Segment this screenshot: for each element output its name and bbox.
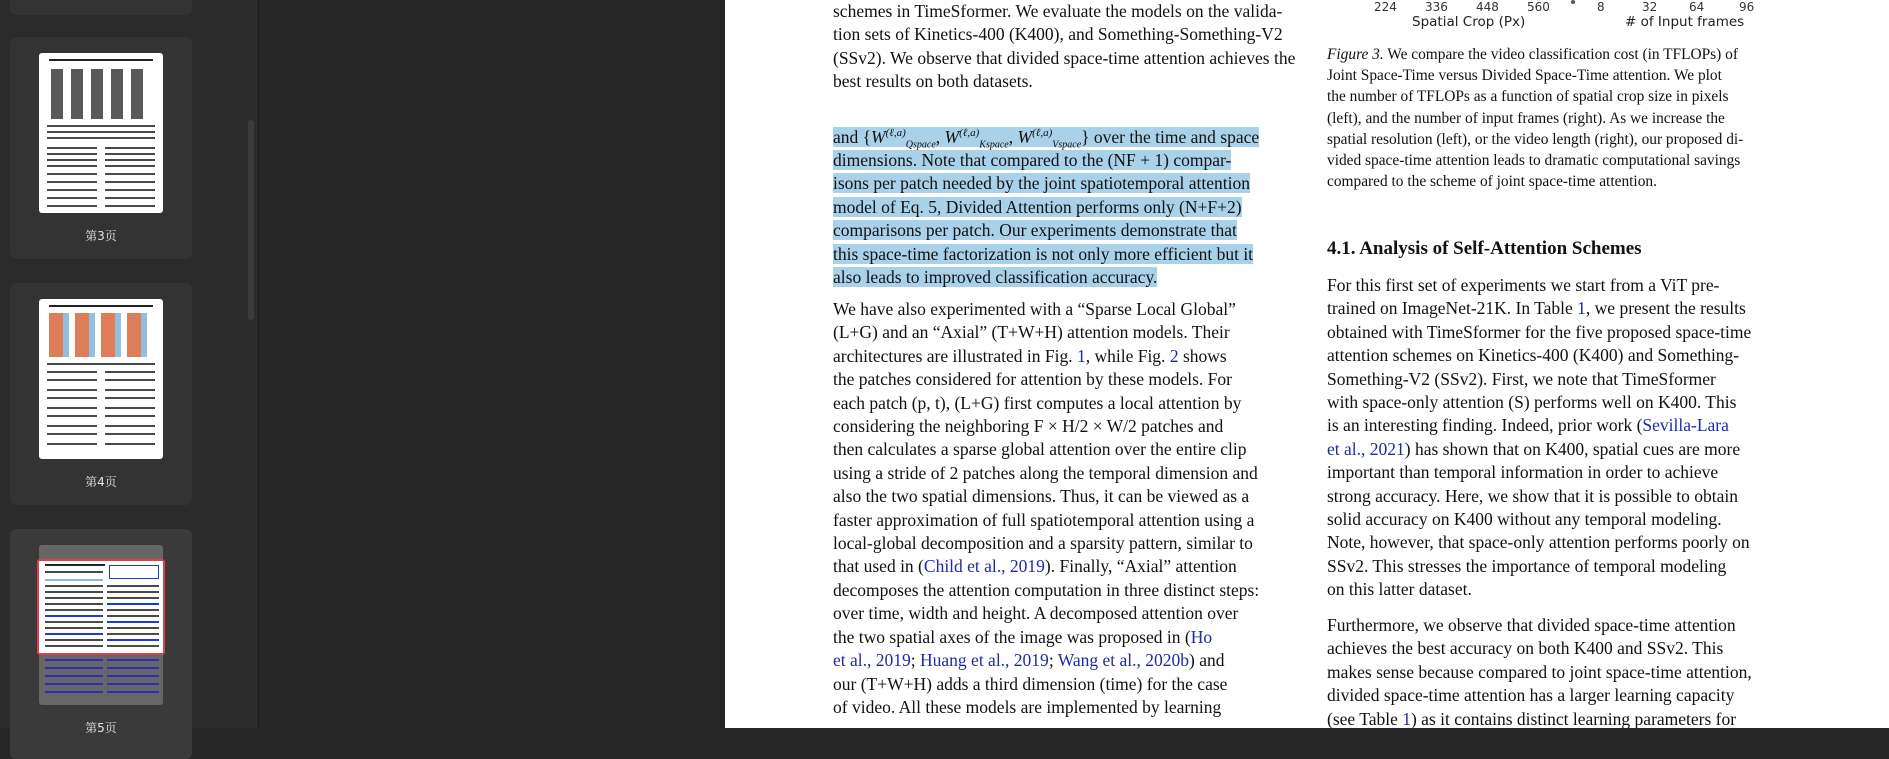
caption-line: vided space-time attention leads to dramatic computational savings	[1327, 152, 1741, 170]
right-plot-tick-8: 8	[1597, 0, 1605, 14]
text-line: local-global decomposition and a sparsity pattern, similar to	[833, 533, 1253, 554]
right-plot-tick-32: 32	[1642, 0, 1658, 14]
figure-link[interactable]: 2	[1169, 345, 1179, 366]
math-w-k: $W^{(\ell,a)}_{Kspace}$	[944, 126, 1009, 151]
text-line: is an interesting finding. Indeed, prior work (Sevilla-Lara	[1327, 415, 1729, 436]
text-line: trained on ImageNet-21K. In Table 1, we present the results	[1327, 298, 1746, 319]
right-paragraph-divided	[1327, 614, 1793, 728]
text-line-selected[interactable]: also leads to improved classification accuracy.	[833, 267, 1158, 288]
text-line: (see Table 1) as it contains distinct learning parameters for	[1327, 708, 1737, 728]
text-line-selected[interactable]: this space-time factorization is not only more efficient but it	[833, 243, 1254, 264]
text-line: of video. All these models are implemented by learning	[833, 696, 1222, 717]
text-line: using a stride of 2 patches along the temporal dimension and	[833, 462, 1258, 483]
text-line: tion sets of Kinetics-400 (K400), and Something-Something-V2	[833, 24, 1283, 45]
caption-line: Joint Space-Time versus Divided Space-Time attention. We plot	[1327, 67, 1722, 85]
thumbnail-card-prev[interactable]	[10, 0, 192, 15]
text-line: the two spatial axes of the image was proposed in (Ho	[833, 626, 1213, 647]
math-w-q: $W^{(\ell,a)}_{Qspace}$	[871, 126, 936, 151]
citation-link[interactable]: Ho	[1190, 626, 1213, 647]
thumbnail-page-5-lower	[39, 655, 163, 705]
caption-line: the number of TFLOPs as a function of spatial crop size in pixels	[1327, 88, 1729, 106]
right-plot-tick-96: 96	[1739, 0, 1755, 14]
math-w-v: $W^{(\ell,a)}_{Vspace}$	[1017, 126, 1082, 151]
right-paragraph-analysis	[1327, 274, 1793, 602]
text-line: We have also experimented with a “Sparse Local Global”	[833, 299, 1236, 319]
thumbnail-figure-heatmap	[49, 313, 153, 357]
text-line: (L+G) and an “Axial” (T+W+H) attention models. Their	[833, 322, 1230, 343]
text-line: strong accuracy. Here, we show that it is possible to obtain	[1327, 485, 1738, 506]
thumbnail-card-page-3[interactable]	[10, 37, 192, 259]
text-line: that used in (Child et al., 2019). Finally, “Axial” attention	[833, 556, 1237, 577]
left-plot-marker	[1571, 0, 1575, 4]
text-line: Furthermore, we observe that divided space-time attention	[1327, 615, 1736, 635]
thumbnail-card-page-4[interactable]	[10, 283, 192, 505]
text-line: decomposes the attention computation in three distinct steps:	[833, 579, 1260, 600]
caption-line: Figure 3. We compare the video classification cost (in TFLOPs) of	[1327, 46, 1738, 63]
caption-figure-label: Figure 3.	[1327, 46, 1384, 63]
text-line-selected[interactable]: dimensions. Note that compared to the (NF + 1) compar-	[833, 150, 1232, 170]
citation-link[interactable]: Child et al., 2019	[923, 556, 1045, 577]
selected-paragraph[interactable]	[833, 122, 1293, 289]
text-line: divided space-time attention has a larger learning capacity	[1327, 685, 1735, 706]
left-paragraph-attention-models	[833, 298, 1293, 719]
right-plot-xlabel: # of Input frames	[1625, 14, 1745, 30]
text-line-selected[interactable]: and {$W^{(\ell,a)}_{Qspace}$, $W^{(\ell,a)}_{Kspace}$, $W^{(\ell,a)}_{Vspace}$} over the time and space	[833, 126, 1260, 151]
text-line: important than temporal information in order to achieve	[1327, 462, 1719, 483]
text-line: best results on both datasets.	[833, 71, 1033, 92]
thumbnail-page-3[interactable]	[39, 53, 163, 213]
selected-text-suffix: } over the time and space	[1081, 126, 1260, 147]
figure-link[interactable]: 1	[1076, 345, 1086, 366]
citation-link[interactable]: Sevilla-Lara	[1642, 415, 1729, 436]
text-line: For this first set of experiments we start from a ViT pre-	[1327, 275, 1720, 295]
figure-caption	[1327, 44, 1793, 192]
text-line: our (T+W+H) adds a third dimension (time) for the case	[833, 673, 1228, 694]
table-link[interactable]: 1	[1402, 708, 1411, 728]
left-plot-tick-560: 560	[1527, 0, 1550, 14]
text-line: on this latter dataset.	[1327, 579, 1472, 600]
text-line-selected[interactable]: model of Eq. 5, Divided Attention performs only (N+F+2)	[833, 196, 1242, 217]
text-line: also the two spatial dimensions. Thus, it can be viewed as a	[833, 486, 1250, 507]
text-line: each patch (p, t), (L+G) first computes a local attention by	[833, 392, 1242, 413]
text-line: considering the neighboring F × H/2 × W/2 patches and	[833, 416, 1224, 437]
selected-text-prefix: and {	[833, 126, 872, 147]
text-line: the patches considered for attention by these models. For	[833, 369, 1232, 390]
pdf-page	[725, 0, 1889, 728]
left-paragraph-top	[833, 0, 1296, 94]
thumbnail-sidebar	[0, 0, 259, 735]
text-line: obtained with TimeSformer for the five proposed space-time	[1327, 321, 1752, 342]
document-background	[259, 0, 725, 728]
left-plot-tick-336: 336	[1425, 0, 1448, 14]
text-line: (SSv2). We observe that divided space-time attention achieves the	[833, 47, 1296, 68]
text-line: architectures are illustrated in Fig. 1, while Fig. 2 shows	[833, 345, 1227, 366]
text-line: attention schemes on Kinetics-400 (K400) and Something-	[1327, 345, 1740, 366]
text-line: schemes in TimeSformer. We evaluate the models on the valida-	[833, 1, 1283, 21]
table-link[interactable]: 1	[1577, 298, 1586, 319]
caption-line: compared to the scheme of joint space-time attention.	[1327, 173, 1657, 191]
text-line: over time, width and height. A decomposed attention over	[833, 603, 1239, 624]
right-plot-tick-64: 64	[1689, 0, 1705, 14]
text-line: achieves the best accuracy on both K400 and SSv2. This	[1327, 638, 1724, 659]
citation-link[interactable]: Wang et al., 2020b	[1057, 650, 1190, 671]
sidebar-scrollbar-thumb[interactable]	[248, 120, 254, 320]
thumbnail-label-page-4: 第4页	[85, 475, 117, 489]
text-line: SSv2. This stresses the importance of temporal modeling	[1327, 555, 1727, 576]
thumbnail-label-page-3: 第3页	[85, 229, 117, 243]
text-line: faster approximation of full spatiotemporal attention using a	[833, 509, 1255, 530]
left-plot-xlabel: Spatial Crop (Px)	[1412, 14, 1526, 30]
citation-link[interactable]: Huang et al., 2019	[920, 650, 1049, 671]
caption-line: spatial resolution (left), or the video length (right), our proposed di-	[1327, 130, 1744, 148]
section-heading: 4.1. Analysis of Self-Attention Schemes	[1327, 238, 1642, 259]
text-line: et al., 2021) has shown that on K400, spatial cues are more	[1327, 438, 1741, 459]
thumbnail-figure-grid	[51, 69, 151, 119]
text-line: Something-V2 (SSv2). First, we note that TimeSformer	[1327, 368, 1716, 389]
text-line-selected[interactable]: comparisons per patch. Our experiments demonstrate that	[833, 220, 1237, 241]
thumbnail-page-5[interactable]	[37, 559, 165, 655]
text-line-selected[interactable]: isons per patch needed by the joint spatiotemporal attention	[833, 173, 1250, 194]
text-line: makes sense because compared to joint space-time attention,	[1327, 661, 1752, 682]
caption-line: (left), and the number of input frames (right). As we increase the	[1327, 109, 1725, 127]
citation-link[interactable]: et al., 2019	[833, 650, 911, 671]
thumbnail-page-4[interactable]	[39, 299, 163, 459]
text-line: Note, however, that space-only attention performs poorly on	[1327, 532, 1750, 553]
text-line: et al., 2019; Huang et al., 2019; Wang et al., 2020b) and	[833, 650, 1225, 671]
left-plot-tick-224: 224	[1374, 0, 1397, 14]
thumbnail-label-page-5: 第5页	[85, 721, 117, 735]
left-plot-tick-448: 448	[1476, 0, 1499, 14]
text-line: with space-only attention (S) performs well on K400. This	[1327, 392, 1737, 413]
text-line: then calculates a sparse global attention over the entire clip	[833, 439, 1247, 460]
citation-link[interactable]: et al., 2021	[1327, 438, 1405, 459]
thumbnail-card-page-5[interactable]	[10, 529, 192, 759]
text-line: solid accuracy on K400 without any temporal modeling.	[1327, 509, 1722, 530]
